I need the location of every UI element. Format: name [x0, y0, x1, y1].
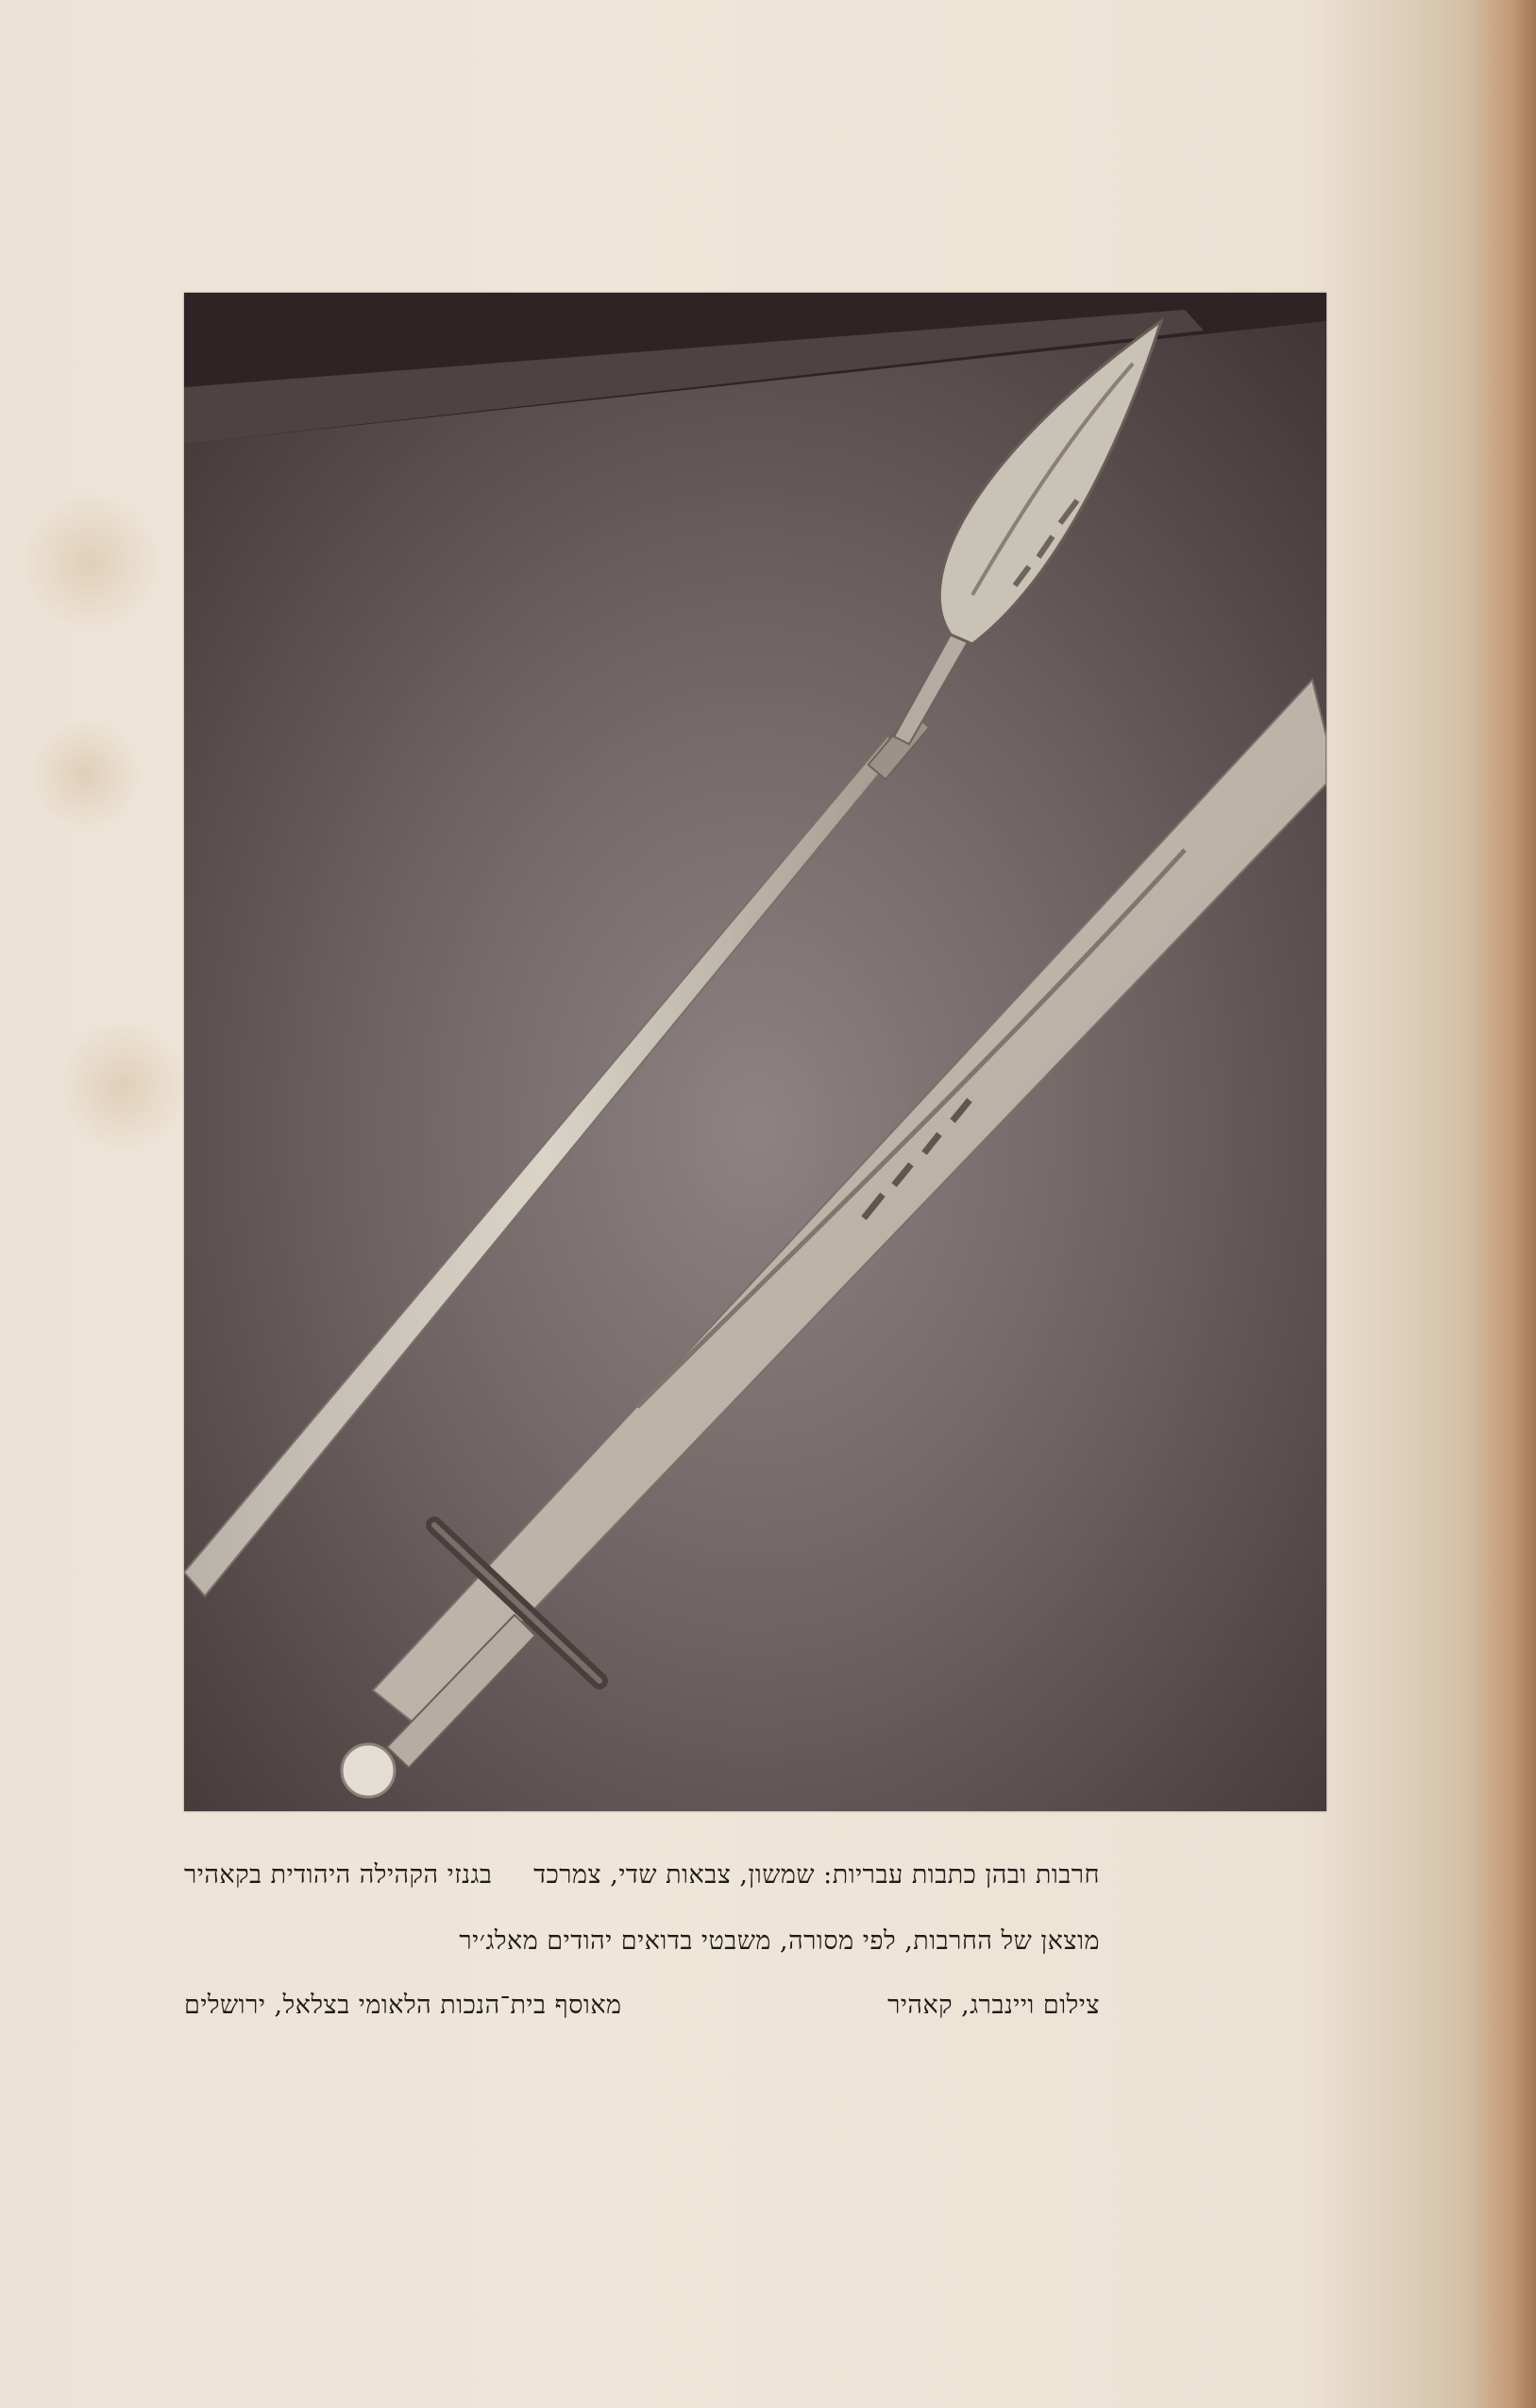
collection-credit: מאוסף בית־הנכות הלאומי בצלאל, ירושלים — [184, 1991, 622, 2020]
photograph-plate — [184, 293, 1326, 1811]
caption-line-1: חרבות ובהן כתבות עבריות: שמשון, צבאות שדי, צמרכד — [533, 1860, 1100, 1890]
photo-credit: צילום ויינברג, קאהיר — [887, 1991, 1100, 2020]
caption-line-2: מוצאן של החרבות, לפי מסורה, משבטי בדואים יהודים מאלג׳יר — [459, 1926, 1100, 1956]
page-edge — [1470, 0, 1536, 2408]
photograph-image — [184, 293, 1326, 1811]
paper-stain — [19, 491, 160, 633]
paper-stain — [28, 718, 142, 831]
caption-line-1-end: בגנזי הקהילה היהודית בקאהיר — [184, 1860, 493, 1890]
paper-stain — [57, 1020, 189, 1152]
